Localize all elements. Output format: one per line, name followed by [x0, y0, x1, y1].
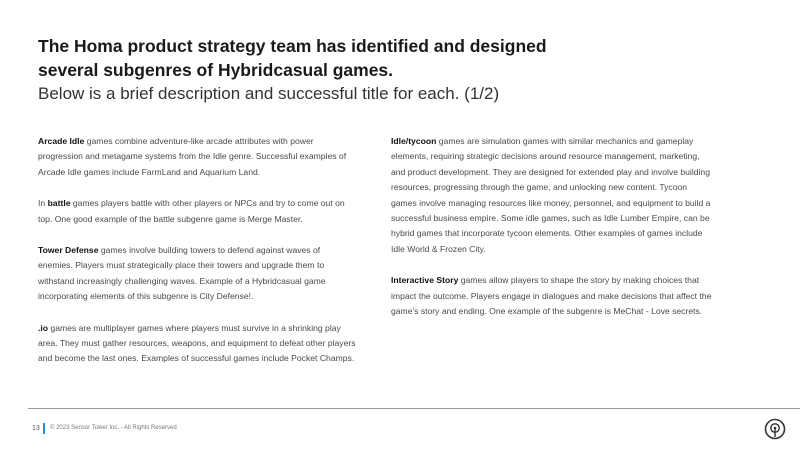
io-text: games are multiplayer games where players must survive in a shrinking play area. They must gather resources, weapons, and equipment to defeat other players and become the last ones. Examples of successful games include Pocket Champs.: [38, 322, 356, 364]
tower-defense-text: games involve building towers to defend against waves of enemies. Players must strategically place their towers and upgrade them to withstand increasingly challenging waves. Example of a Hybridcasual game incorporating elements of this subgenre is City Defense!.: [38, 245, 326, 302]
idle-tycoon-paragraph: [391, 134, 713, 257]
interactive-story-term: Interactive Story: [391, 275, 459, 286]
interactive-story-paragraph: [391, 273, 713, 319]
tower-defense-term: Tower Defense: [38, 245, 99, 256]
idle-tycoon-text: games are simulation games with similar mechanics and gameplay elements, requiring strategic decisions around resource management, marketing, and product development. They are designed for extended play and involve building resources, progressing through the game, and unlocking new content. Tycoon games involve managing resources like money, personnel, and equipment to build a successful business empire. Some idle games, such as Idle Lumber Empire, can be hybrid games that incorporate tycoon elements. Other examples of games include Idle World & Frozen City.: [391, 136, 711, 254]
idle-tycoon-term: Idle/tycoon: [391, 136, 437, 146]
sensor-tower-logo-icon: [764, 418, 786, 440]
battle-paragraph: [38, 196, 356, 227]
io-term: .io: [38, 322, 49, 333]
subtitle: Below is a brief description and successful title for each. (1/2): [38, 84, 500, 103]
copyright-text: © 2023 Sensor Tower Inc. - All Rights Reserved: [50, 425, 177, 431]
io-paragraph: [38, 321, 356, 367]
interactive-story-text: games allow players to shape the story by making choices that impact the outcome. Players engage in dialogues and make decisions that affect the game's story and ending. One example of the subgenre is MeChat - Love secrets.: [391, 275, 712, 317]
battle-prefix: In: [38, 198, 48, 209]
page-number: 13: [32, 425, 40, 432]
tower-defense-paragraph: [38, 243, 356, 305]
battle-term: battle: [47, 198, 71, 209]
arcade-idle-text: games combine adventure-like arcade attributes with power progression and metagame systems from the Idle genre. Successful examples of Arcade Idle games include FarmLand and Aquarium Land.: [38, 136, 347, 177]
page-number-separator: [43, 423, 45, 434]
title-line-1: The Homa product strategy team has identified and designed: [38, 36, 547, 56]
right-column: [391, 134, 713, 335]
arcade-idle-term: Arcade Idle: [38, 136, 85, 146]
slide-title: [38, 34, 758, 106]
left-column: [38, 134, 356, 383]
footer-divider: [28, 408, 800, 409]
battle-text: games players battle with other players or NPCs and try to come out on top. One good example of the battle subgenre game is Merge Master.: [38, 198, 345, 224]
arcade-idle-paragraph: [38, 134, 356, 180]
title-line-2: several subgenres of Hybridcasual games.: [38, 60, 394, 80]
